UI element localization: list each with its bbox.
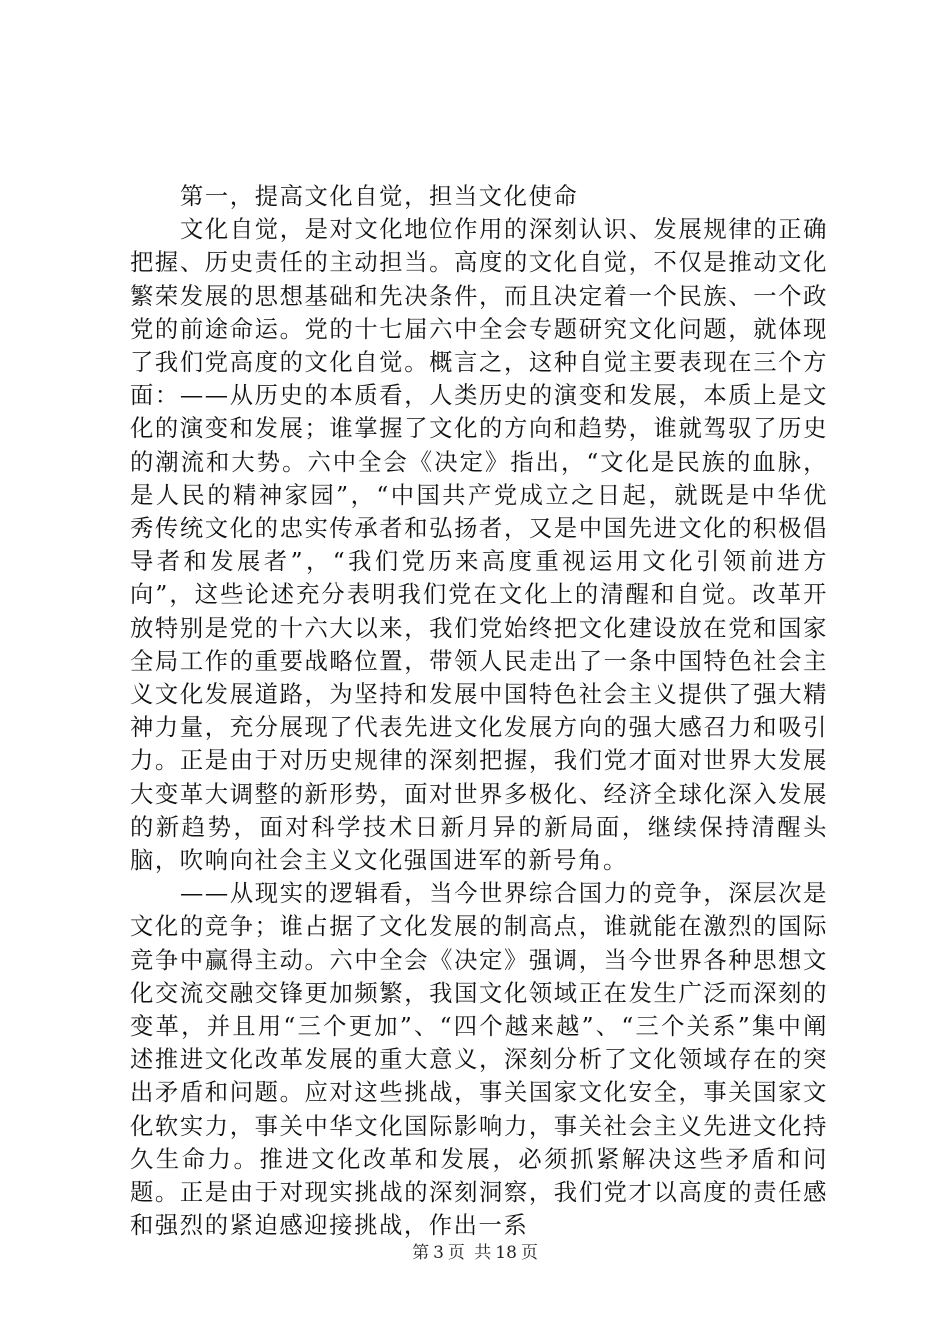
page-footer [0, 1242, 950, 1264]
paragraph: 文化自觉，是对文化地位作用的深刻认识、发展规律的正确把握、历史责任的主动担当。高度的文化自觉，不仅是推动文化繁荣发展的思想基础和先决条件，而且决定着一个民族、一个政党的前途命运。党的十七届六中全会专题研究文化问题，就体现了我们党高度的文化自觉。概言之，这种自觉主要表现在三个方面：——从历史的本质看，人类历史的演变和发展，本质上是文化的演变和发展；谁掌握了文化的方向和趋势，谁就驾驭了历史的潮流和大势。六中全会《决定》指出，“文化是民族的血脉，是人民的精神家园”，“中国共产党成立之日起，就既是中华优秀传统文化的忠实传承者和弘扬者，又是中国先进文化的积极倡导者和发展者”，“我们党历来高度重视运用文化引领前进方向”，这些论述充分表明我们党在文化上的清醒和自觉。改革开放特别是党的十六大以来，我们党始终把文化建设放在党和国家全局工作的重要战略位置，带领人民走出了一条中国特色社会主义文化发展道路，为坚持和发展中国特色社会主义提供了强大精神力量，充分展现了代表先进文化发展方向的强大感召力和吸引力。正是由于对历史规律的深刻把握，我们党才面对世界大发展大变革大调整的新形势，面对世界多极化、经济全球化深入发展的新趋势，面对科学技术日新月异的新局面，继续保持清醒头脑，吹响向社会主义文化强国进军的新号角。 [130, 216, 828, 875]
section-heading: 第一，提高文化自觉，担当文化使命 [180, 183, 579, 210]
footer-prefix: 第 [412, 1243, 430, 1263]
footer-total-prefix: 共 [474, 1243, 492, 1263]
paragraph: ——从现实的逻辑看，当今世界综合国力的竞争，深层次是文化的竞争；谁占据了文化发展的制高点，谁就能在激烈的国际竞争中赢得主动。六中全会《决定》强调，当今世界各种思想文化交流交融交锋更加频繁，我国文化领域正在发生广泛而深刻的变革，并且用“三个更加”、“四个越来越”、“三个关系”集中阐述推进文化改革发展的重大意义，深刻分析了文化领域存在的突出矛盾和问题。应对这些挑战，事关国家文化安全，事关国家文化软实力，事关中华文化国际影响力，事关社会主义先进文化持久生命力。推进文化改革和发展，必须抓紧解决这些矛盾和问题。正是由于对现实挑战的深刻洞察，我们党才以高度的责任感和强烈的紧迫感迎接挑战，作出一系 [130, 880, 828, 1240]
document-body [130, 180, 828, 1243]
current-page-number: 3 [433, 1243, 444, 1263]
footer-page-label: 页 [447, 1243, 465, 1263]
total-page-count: 18 [495, 1243, 517, 1263]
footer-total-suffix: 页 [520, 1243, 538, 1263]
